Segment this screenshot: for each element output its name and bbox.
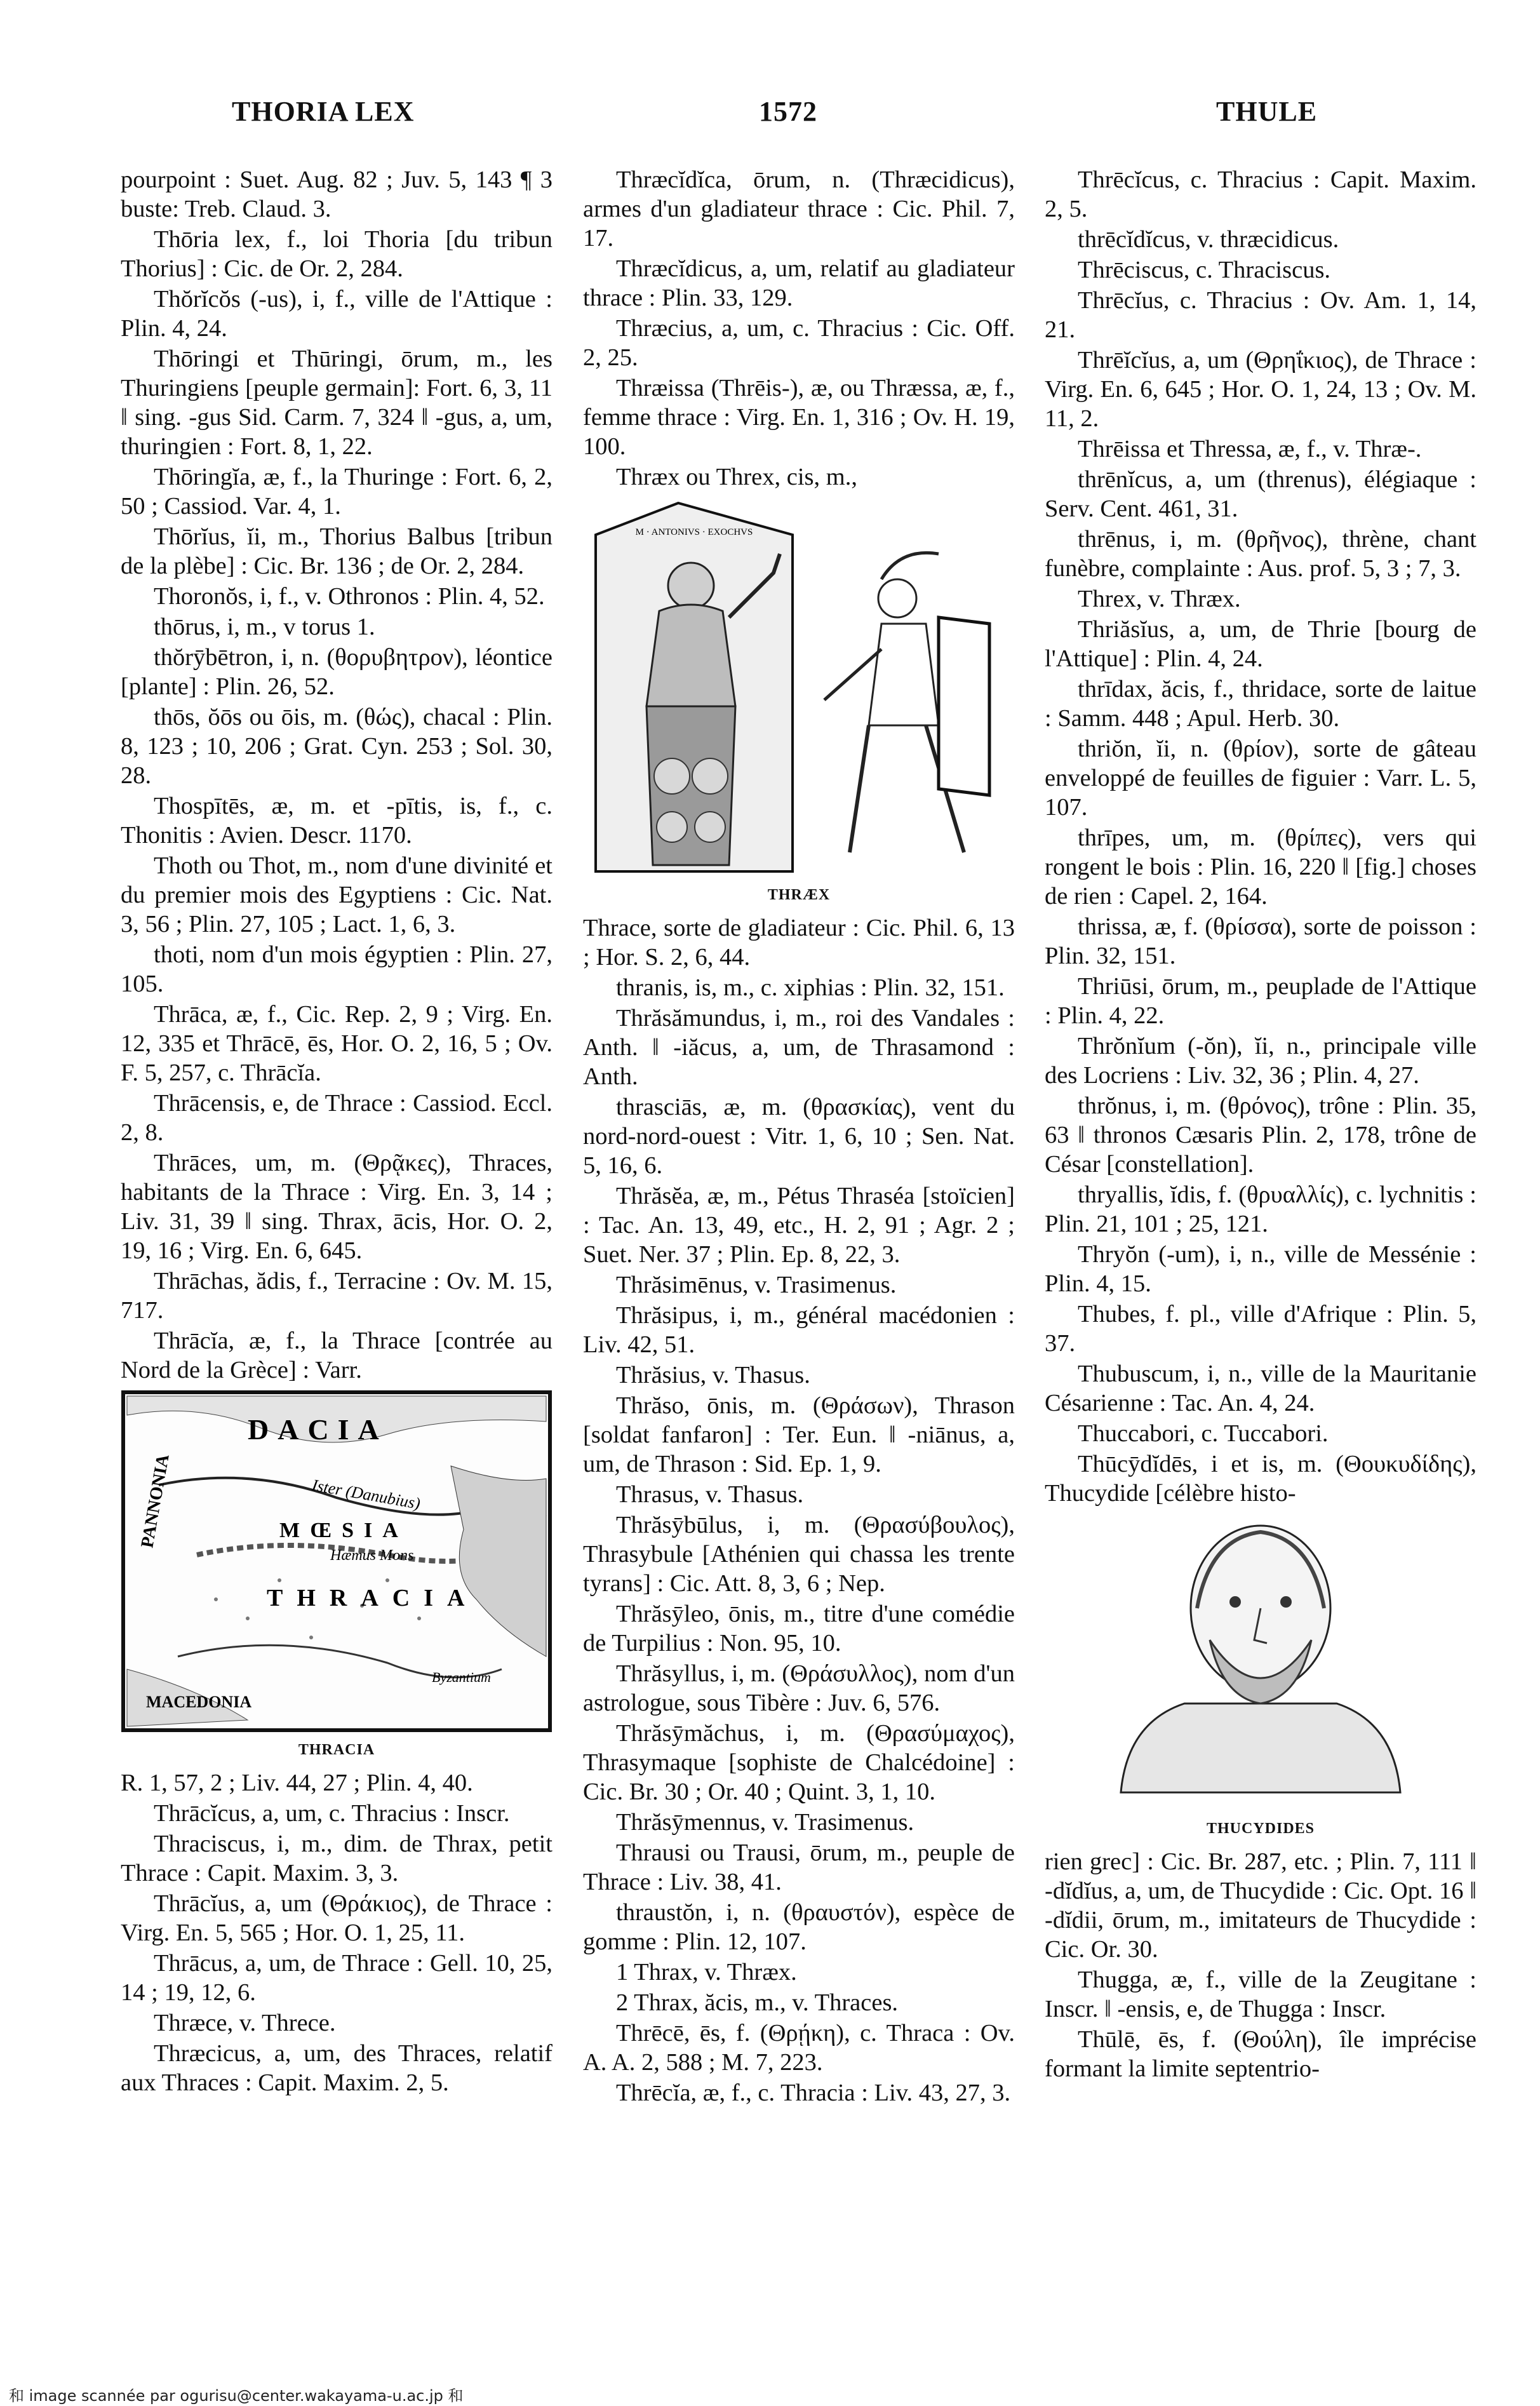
- dictionary-entry: Thræcicus, a, um, des Thraces, relatif aux Thraces : Capit. Maxim. 2, 5.: [121, 2040, 552, 2096]
- dictionary-entry: thrissa, æ, f. (θρίσσα), sorte de poisson : Plin. 32, 151.: [1045, 913, 1476, 969]
- column-1-entries-bottom: [121, 1768, 552, 2097]
- dictionary-entry: thrēcĭdĭcus, v. thræcidicus.: [1078, 226, 1339, 253]
- dictionary-entry: Thrēciscus, c. Thraciscus.: [1078, 257, 1331, 283]
- dictionary-entry: Thuccabori, c. Tuccabori.: [1078, 1420, 1329, 1447]
- dictionary-entry: Thrācĭa, æ, f., la Thrace [contrée au Nord de la Grèce] : Varr.: [121, 1327, 552, 1383]
- dictionary-entry: thrŏnus, i, m. (θρόνος), trône : Plin. 35, 63 ‖ thronos Cæsaris Plin. 2, 178, trône de César [constellation].: [1045, 1092, 1476, 1178]
- dictionary-entry: Thrăsȳmăchus, i, m. (Θρασύμαχος), Thrasymaque [sophiste de Chalcédoine] : Cic. Br. 30 ; Or. 40 ; Quint. 3, 1, 10.: [583, 1720, 1015, 1805]
- dictionary-entry: Thrēcē, ēs, f. (Θρῄκη), c. Thraca : Ov. A. A. 2, 588 ; M. 7, 223.: [583, 2020, 1015, 2076]
- map-label-pannonia: PANNONIA: [137, 1453, 173, 1550]
- dictionary-entry: Thrausi ou Trausi, ōrum, m., peuple de Thrace : Liv. 38, 41.: [583, 1839, 1015, 1895]
- scan-credit-footer: 和 image scannée par ogurisu@center.wakayama-u.ac.jp 和: [9, 2387, 464, 2405]
- dictionary-entry: thrēnus, i, m. (θρῆνος), thrène, chant funèbre, complainte : Aus. prof. 5, 3 ; 7, 3.: [1045, 526, 1476, 582]
- thracia-map: [121, 1390, 552, 1733]
- column-2: [583, 165, 1015, 2109]
- dictionary-entry: Thrēcĭus, c. Thracius : Ov. Am. 1, 14, 21.: [1045, 287, 1476, 343]
- map-label-haemus: Hæmus Mons: [330, 1547, 414, 1564]
- thracia-map-figure: [121, 1390, 552, 1764]
- dictionary-entry: thryallis, ĭdis, f. (θρυαλλίς), c. lychnitis : Plin. 21, 101 ; 25, 121.: [1045, 1181, 1476, 1237]
- dictionary-entry: Thospītēs, æ, m. et -pītis, is, f., c. Thonitis : Avien. Descr. 1170.: [121, 793, 552, 849]
- dictionary-entry: Thrăsȳbūlus, i, m. (Θρασύβουλος), Thrasybule [Athénien qui chassa les trente tyrans] : Cic. Att. 8, 3, 6 ; Nep.: [583, 1512, 1015, 1597]
- dictionary-entry: Thrasus, v. Thasus.: [616, 1481, 804, 1508]
- dictionary-entry: thoti, nom d'un mois égyptien : Plin. 27, 105.: [121, 941, 552, 997]
- dictionary-entry: Thrāca, æ, f., Cic. Rep. 2, 9 ; Virg. En. 12, 335 et Thrācē, ēs, Hor. O. 2, 16, 5 ; Ov. F. 5, 257, c. Thrācĭa.: [121, 1001, 552, 1086]
- column-2-entries-top: [583, 165, 1015, 492]
- dictionary-entry: Thrŏnĭum (-ŏn), ĭi, n., principale ville des Locriens : Liv. 32, 36 ; Plin. 4, 27.: [1045, 1033, 1476, 1089]
- dictionary-entry: Thrăsȳleo, ōnis, m., titre d'une comédie de Turpilius : Non. 95, 10.: [583, 1601, 1015, 1657]
- dictionary-entry: 1 Thrax, v. Thræx.: [616, 1959, 797, 1986]
- map-label-dacia: DACIA: [248, 1413, 388, 1446]
- dictionary-entry: thrasciās, æ, m. (θρασκίας), vent du nord-nord-ouest : Vitr. 1, 6, 10 ; Sen. Nat. 5, 16, 6.: [583, 1094, 1015, 1179]
- running-head-right: THULE: [1216, 96, 1318, 127]
- dictionary-entry: Thræcius, a, um, c. Thracius : Cic. Off. 2, 25.: [583, 315, 1015, 371]
- dictionary-entry: Thrēĭcĭus, a, um (Θρηΐκιος), de Thrace : Virg. En. 6, 645 ; Hor. O. 1, 24, 13 ; Ov. M. 11, 2.: [1045, 347, 1476, 432]
- dictionary-entry: thrēnĭcus, a, um (threnus), élégiaque : Serv. Cent. 461, 31.: [1045, 466, 1476, 522]
- dictionary-entry: R. 1, 57, 2 ; Liv. 44, 27 ; Plin. 4, 40.: [121, 1770, 473, 1796]
- column-1-entries-top: [121, 165, 552, 1385]
- dictionary-entry: rien grec] : Cic. Br. 287, etc. ; Plin. 7, 111 ‖ -dĭdĭus, a, um, de Thucydide : Cic. Opt. 16 ‖ -dĭdii, ōrum, m., imitateurs de Thucydide : Cic. Or. 30.: [1045, 1848, 1476, 1963]
- column-2-entries-bottom: [583, 913, 1015, 2107]
- page-number: 1572: [759, 96, 817, 127]
- column-3-entries-bottom: [1045, 1847, 1476, 2083]
- gladiator-illustration: [583, 497, 1015, 878]
- dictionary-entry: Thrăsĕa, æ, m., Pétus Thraséa [stoïcien] : Tac. An. 13, 49, etc., H. 2, 91 ; Agr. 2 ; Suet. Ner. 37 ; Plin. Ep. 8, 22, 3.: [583, 1183, 1015, 1268]
- figure-caption-thracia: THRACIA: [298, 1742, 375, 1758]
- dictionary-entry: Thræcĭdicus, a, um, relatif au gladiateur thrace : Plin. 33, 129.: [583, 255, 1015, 311]
- dictionary-entry: thōrus, i, m., v torus 1.: [154, 614, 375, 640]
- running-head-left: THORIA LEX: [232, 96, 415, 127]
- dictionary-entry: pourpoint : Suet. Aug. 82 ; Juv. 5, 143 ¶ 3 buste: Treb. Claud. 3.: [121, 166, 552, 222]
- dictionary-entry: Thōringĭa, æ, f., la Thuringe : Fort. 6, 2, 50 ; Cassiod. Var. 4, 1.: [121, 464, 552, 520]
- column-1: [121, 165, 552, 2099]
- dictionary-entry: Threx, v. Thræx.: [1078, 586, 1241, 612]
- map-label-macedonia: MACEDONIA: [146, 1693, 252, 1711]
- dictionary-entry: Thŏrĭcŏs (-us), i, f., ville de l'Attique : Plin. 4, 24.: [121, 286, 552, 342]
- dictionary-entry: thrīdax, ăcis, f., thridace, sorte de laitue : Samm. 448 ; Apul. Herb. 30.: [1045, 676, 1476, 732]
- dictionary-entry: Thrācensis, e, de Thrace : Cassiod. Eccl. 2, 8.: [121, 1090, 552, 1146]
- dictionary-entry: Thrāchas, ădis, f., Terracine : Ov. M. 15, 717.: [121, 1268, 552, 1324]
- dictionary-entry: Thraciscus, i, m., dim. de Thrax, petit Thrace : Capit. Maxim. 3, 3.: [121, 1831, 552, 1886]
- dictionary-entry: 2 Thrax, ăcis, m., v. Thraces.: [616, 1989, 899, 2016]
- dictionary-entry: thraustŏn, i, n. (θραυστόν), espèce de gomme : Plin. 12, 107.: [583, 1899, 1015, 1955]
- map-label-byzantium: Byzantium: [432, 1669, 491, 1685]
- dictionary-entry: Thrēcĭcus, c. Thracius : Capit. Maxim. 2, 5.: [1045, 166, 1476, 222]
- dictionary-entry: thōs, ŏōs ou ōis, m. (θώς), chacal : Plin. 8, 123 ; 10, 206 ; Grat. Cyn. 253 ; Sol. 30, 28.: [121, 704, 552, 789]
- dictionary-entry: Thræce, v. Threce.: [154, 2010, 336, 2036]
- dictionary-entry: Thōringi et Thūringi, ōrum, m., les Thuringiens [peuple germain]: Fort. 6, 3, 11 ‖ sing. -gus Sid. Carm. 7, 324 ‖ -gus, a, um, thuringien : Fort. 8, 1, 22.: [121, 346, 552, 460]
- dictionary-entry: Thrācĭus, a, um (Θράκιος), de Thrace : Virg. En. 5, 565 ; Hor. O. 1, 25, 11.: [121, 1890, 552, 1946]
- dictionary-entry: Thūlē, ēs, f. (Θούλη), île imprécise formant la limite septentrio-: [1045, 2026, 1476, 2082]
- dictionary-entry: Thrācus, a, um, de Thrace : Gell. 10, 25, 14 ; 19, 12, 6.: [121, 1950, 552, 2006]
- figure-caption-thucydides: THUCYDIDES: [1206, 1820, 1315, 1837]
- dictionary-entry: Thryŏn (-um), i, n., ville de Messénie : Plin. 4, 15.: [1045, 1241, 1476, 1297]
- dictionary-entry: Thrācĭcus, a, um, c. Thracius : Inscr.: [154, 1800, 510, 1827]
- dictionary-entry: thriŏn, ĭi, n. (θρίον), sorte de gâteau enveloppé de feuilles de figuier : Varr. L. 5, 107.: [1045, 736, 1476, 821]
- column-3: [1045, 165, 1476, 2085]
- dictionary-entry: thŏrȳbētron, i, n. (θορυβητρον), léontice [plante] : Plin. 26, 52.: [121, 644, 552, 700]
- dictionary-entry: Thriūsi, ōrum, m., peuplade de l'Attique : Plin. 4, 22.: [1045, 973, 1476, 1029]
- dictionary-entry: Thōria lex, f., loi Thoria [du tribun Thorius] : Cic. de Or. 2, 284.: [121, 226, 552, 282]
- dictionary-entry: Thrēcĭa, æ, f., c. Thracia : Liv. 43, 27, 3.: [616, 2080, 1011, 2106]
- dictionary-entry: Thræcĭdĭca, ōrum, n. (Thræcidicus), armes d'un gladiateur thrace : Cic. Phil. 7, 17.: [583, 166, 1015, 252]
- dictionary-entry: Thrăsyllus, i, m. (Θράσυλλος), nom d'un astrologue, sous Tibère : Juv. 6, 576.: [583, 1660, 1015, 1716]
- dictionary-entry: Thrăsius, v. Thasus.: [616, 1362, 810, 1388]
- dictionary-entry: Thrăso, ōnis, m. (Θράσων), Thrason [soldat fanfaron] : Ter. Eun. ‖ -niānus, a, um, de Thrason : Sid. Ep. 1, 9.: [583, 1392, 1015, 1477]
- dictionary-entry: Thugga, æ, f., ville de la Zeugitane : Inscr. ‖ -ensis, e, de Thugga : Inscr.: [1045, 1966, 1476, 2022]
- dictionary-entry: Thubuscum, i, n., ville de la Mauritanie Césarienne : Tac. An. 4, 24.: [1045, 1361, 1476, 1416]
- dictionary-entry: thrīpes, um, m. (θρίπες), vers qui rongent le bois : Plin. 16, 220 ‖ [fig.] choses de rien : Capel. 2, 164.: [1045, 824, 1476, 910]
- dictionary-entry: Thrēissa et Thressa, æ, f., v. Thræ-.: [1078, 436, 1422, 462]
- thucydides-bust-figure: [1045, 1513, 1476, 1843]
- column-3-entries-top: [1045, 165, 1476, 1508]
- dictionary-entry: Thræx ou Threx, cis, m.,: [616, 464, 857, 490]
- dictionary-entry: Thrăsȳmennus, v. Trasimenus.: [616, 1809, 914, 1836]
- map-label-ister: Ister (Danubius): [310, 1475, 422, 1513]
- thraex-gladiator-figure: [583, 497, 1015, 910]
- dictionary-entry: Thrāces, um, m. (Θρᾷκες), Thraces, habitants de la Thrace : Virg. En. 3, 14 ; Liv. 31, 39 ‖ sing. Thrax, ācis, Hor. O. 2, 19, 16 ; Virg. En. 6, 645.: [121, 1150, 552, 1264]
- dictionary-entry: Thriăsĭus, a, um, de Thrie [bourg de l'Attique] : Plin. 4, 24.: [1045, 616, 1476, 672]
- relief-inscription: M · ANTONIVS · EXOCHVS: [635, 527, 753, 537]
- figure-caption-thraex: THRÆX: [767, 887, 831, 903]
- dictionary-entry: thranis, is, m., c. xiphias : Plin. 32, 151.: [616, 974, 1005, 1001]
- dictionary-entry: Thrăsimēnus, v. Trasimenus.: [616, 1272, 897, 1298]
- map-label-thracia: THRACIA: [267, 1585, 479, 1611]
- dictionary-entry: Thrace, sorte de gladiateur : Cic. Phil. 6, 13 ; Hor. S. 2, 6, 44.: [583, 915, 1015, 971]
- map-label-moesia: MŒSIA: [279, 1519, 408, 1542]
- dictionary-entry: Thræissa (Thrēis-), æ, ou Thræssa, æ, f., femme thrace : Virg. En. 1, 316 ; Ov. H. 19, 100.: [583, 375, 1015, 460]
- dictionary-entry: Thrăsămundus, i, m., roi des Vandales : Anth. ‖ -iăcus, a, um, de Thrasamond : Anth.: [583, 1005, 1015, 1090]
- dictionary-entry: Thūcȳdĭdēs, i et is, m. (Θουκυδίδης), Thucydide [célèbre histo-: [1045, 1451, 1476, 1507]
- thucydides-bust: [1045, 1513, 1476, 1811]
- dictionary-entry: Thoth ou Thot, m., nom d'une divinité et du premier mois des Egyptiens : Cic. Nat. 3, 56 ; Plin. 27, 105 ; Lact. 1, 6, 3.: [121, 852, 552, 938]
- dictionary-entry: Thrăsipus, i, m., général macédonien : Liv. 42, 51.: [583, 1302, 1015, 1358]
- dictionary-entry: Thubes, f. pl., ville d'Afrique : Plin. 5, 37.: [1045, 1301, 1476, 1357]
- dictionary-entry: Thōrĭus, ĭi, m., Thorius Balbus [tribun de la plèbe] : Cic. Br. 136 ; de Or. 2, 284.: [121, 523, 552, 579]
- dictionary-entry: Thoronŏs, i, f., v. Othronos : Plin. 4, 52.: [154, 583, 545, 610]
